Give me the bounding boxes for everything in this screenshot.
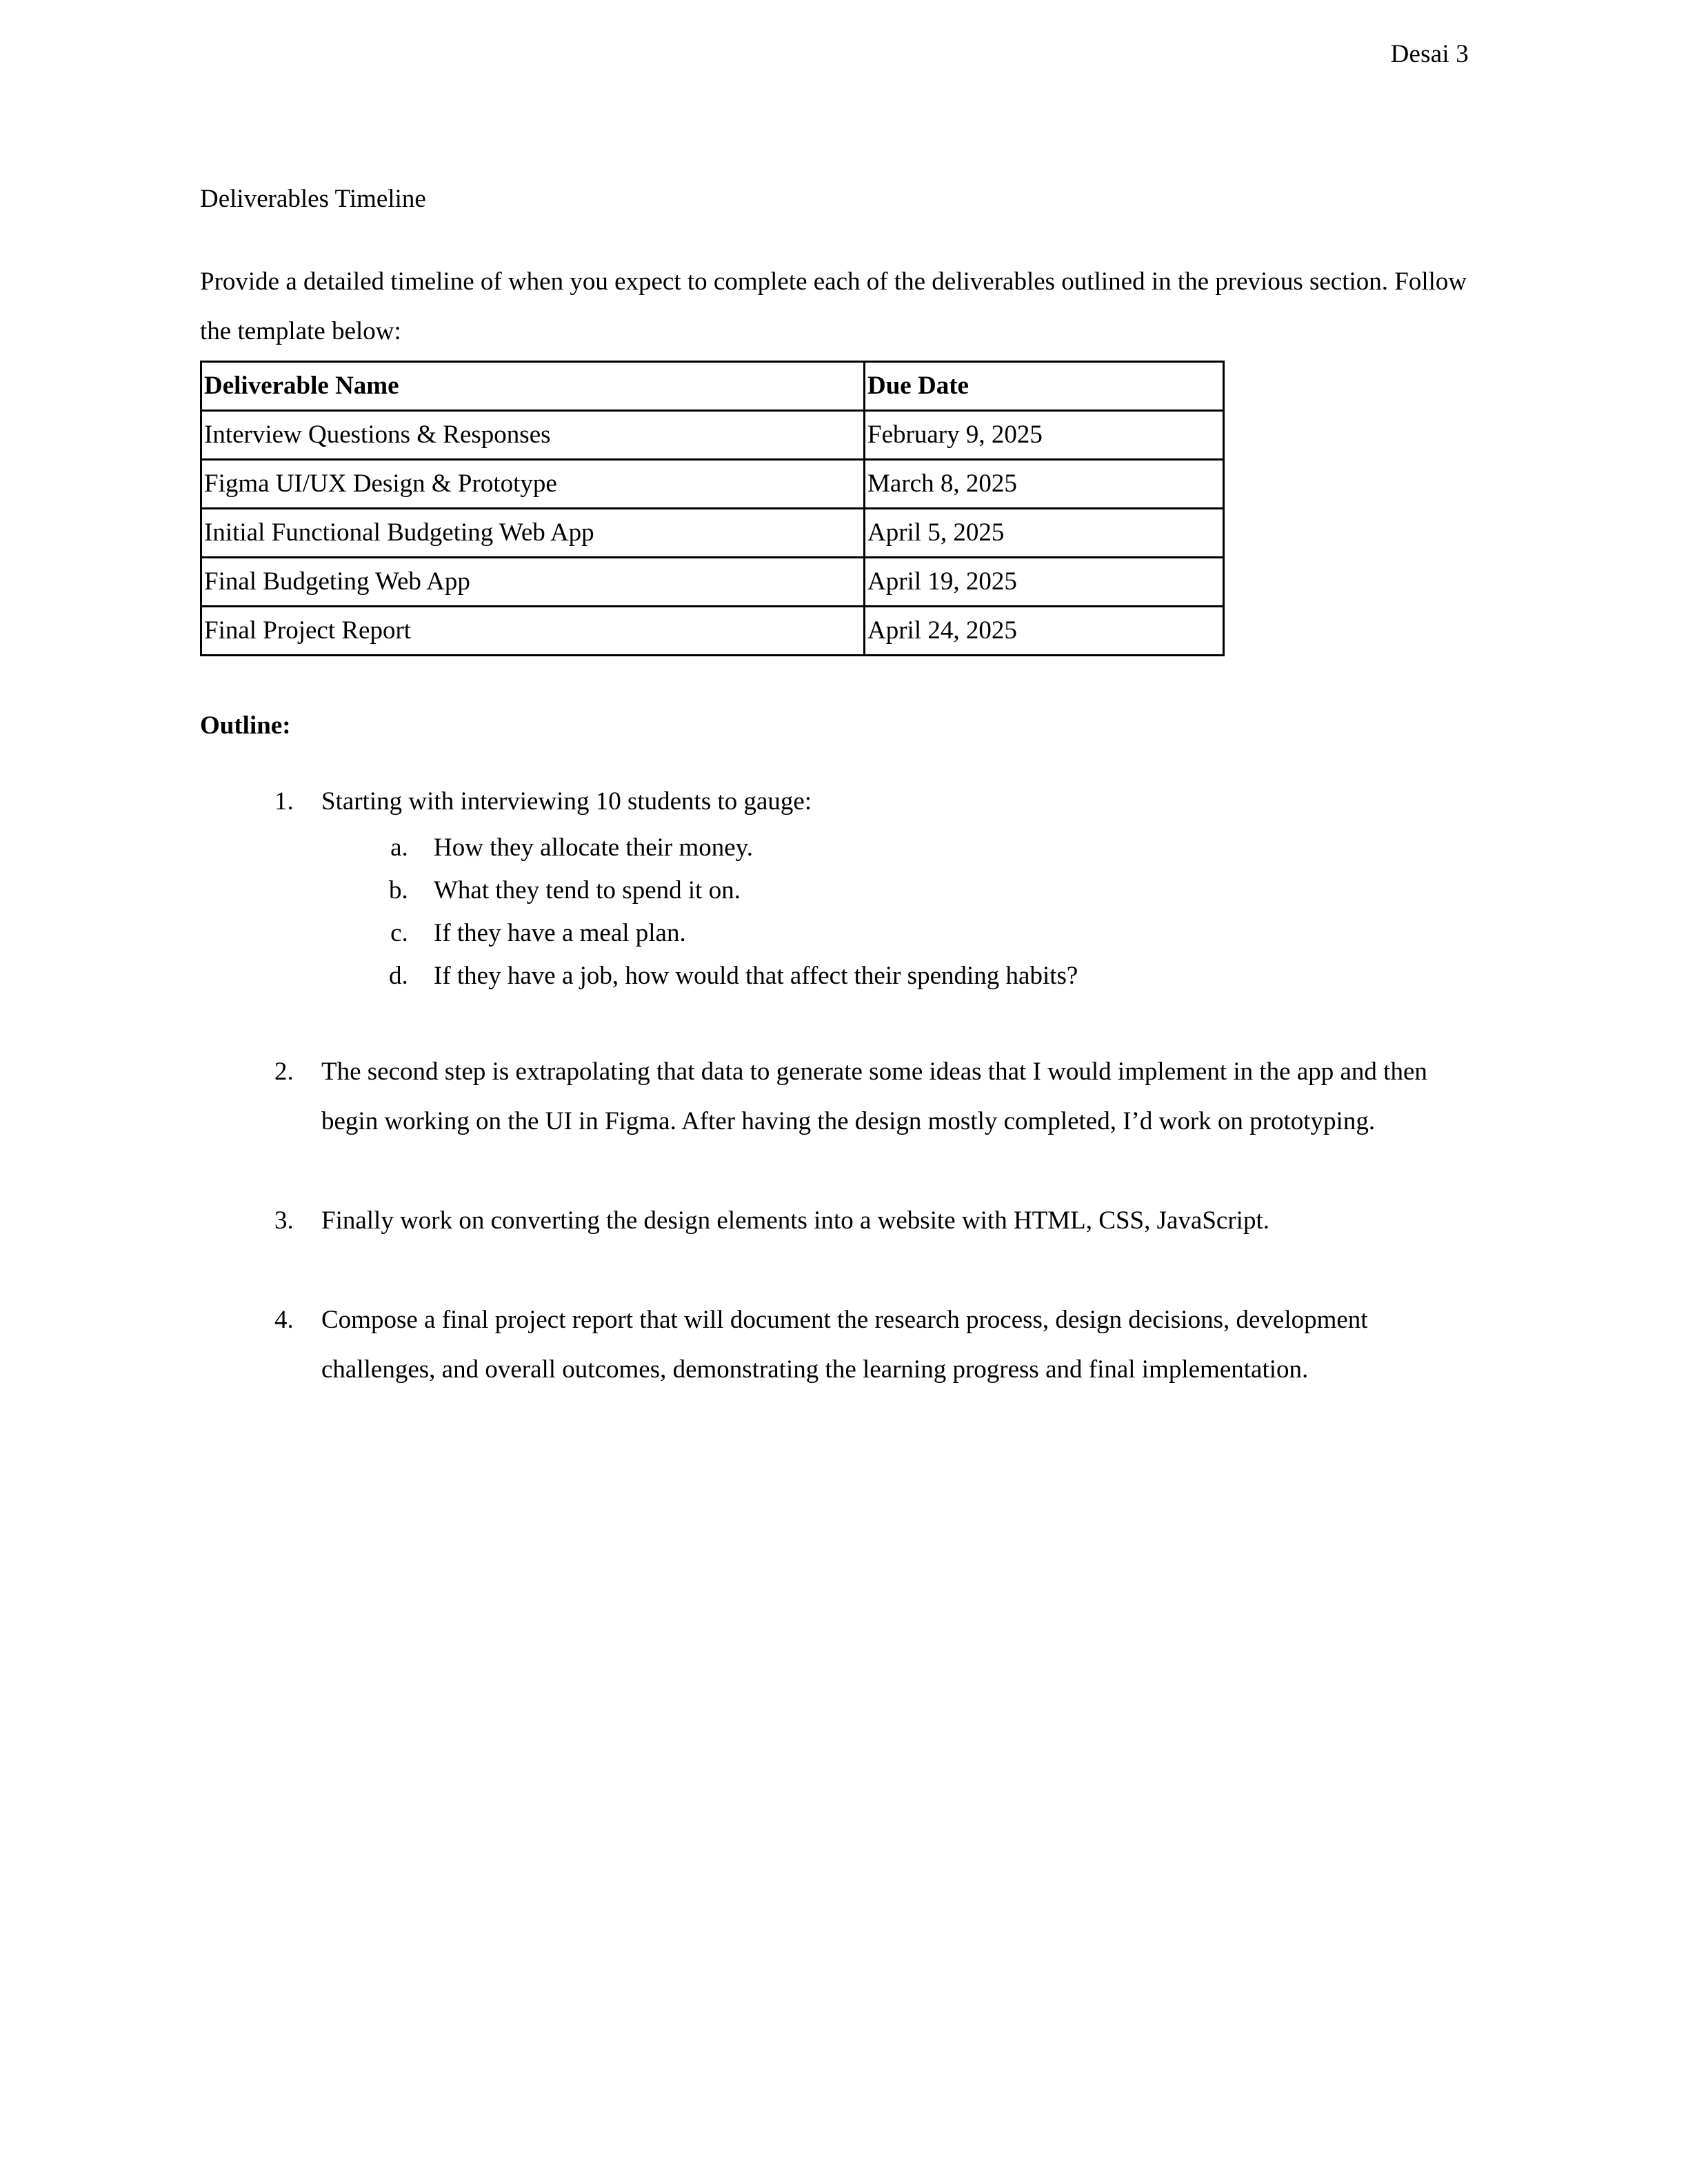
running-header: Desai 3: [1390, 40, 1469, 68]
document-body: [200, 186, 1472, 1395]
outline-subitem-text: What they tend to spend it on.: [434, 876, 741, 904]
column-header-due-date: Due Date: [865, 362, 1224, 411]
outline-subitem: [414, 827, 1472, 869]
outline-item-3: [300, 1196, 1472, 1246]
cell-deliverable-name: Final Budgeting Web App: [201, 558, 865, 607]
cell-deliverable-name: Initial Functional Budgeting Web App: [201, 509, 865, 558]
table-row: [201, 509, 1224, 558]
cell-deliverable-name: Final Project Report: [201, 607, 865, 656]
table-header-row: [201, 362, 1224, 411]
cell-deliverable-name: Figma UI/UX Design & Prototype: [201, 460, 865, 509]
outline-list: [200, 777, 1472, 1395]
cell-deliverable-name: Interview Questions & Responses: [201, 411, 865, 460]
outline-subitem-text: If they have a meal plan.: [434, 919, 686, 947]
column-header-deliverable-name: Deliverable Name: [201, 362, 865, 411]
outline-item-1: [300, 777, 1472, 998]
outline-subitem-text: If they have a job, how would that affect their spending habits?: [434, 962, 1078, 990]
table-row: [201, 607, 1224, 656]
cell-due-date: April 19, 2025: [865, 558, 1224, 607]
outline-item-2: [300, 1047, 1472, 1146]
table-row: [201, 411, 1224, 460]
table-row: [201, 460, 1224, 509]
section-heading: Deliverables Timeline: [200, 185, 426, 213]
cell-due-date: April 5, 2025: [865, 509, 1224, 558]
outline-subitem: [414, 912, 1472, 955]
cell-due-date: April 24, 2025: [865, 607, 1224, 656]
outline-subitem: [414, 955, 1472, 998]
cell-due-date: March 8, 2025: [865, 460, 1224, 509]
outline-heading: Outline:: [200, 711, 291, 740]
cell-due-date: February 9, 2025: [865, 411, 1224, 460]
outline-item-text: Starting with interviewing 10 students to gauge:: [321, 787, 812, 816]
outline-item-text: Finally work on converting the design elements into a website with HTML, CSS, JavaScript.: [321, 1206, 1269, 1235]
outline-item-4: [300, 1295, 1472, 1395]
outline-item-text: The second step is extrapolating that data to generate some ideas that I would implement in the app and then begin working on the UI in Figma. After having the design mostly completed, I’d work on prototyping.: [321, 1058, 1427, 1135]
outline-sublist-1: [321, 827, 1472, 998]
outline-subitem-text: How they allocate their money.: [434, 833, 754, 862]
intro-paragraph: Provide a detailed timeline of when you expect to complete each of the deliverables outlined in the previous section. Follow the template below:: [200, 267, 1467, 345]
outline-subitem: [414, 869, 1472, 912]
outline-item-text: Compose a final project report that will document the research process, design decisions, development challenges, and overall outcomes, demonstrating the learning progress and final implementation.: [321, 1306, 1368, 1384]
table-row: [201, 558, 1224, 607]
deliverables-timeline-table: [200, 361, 1225, 656]
